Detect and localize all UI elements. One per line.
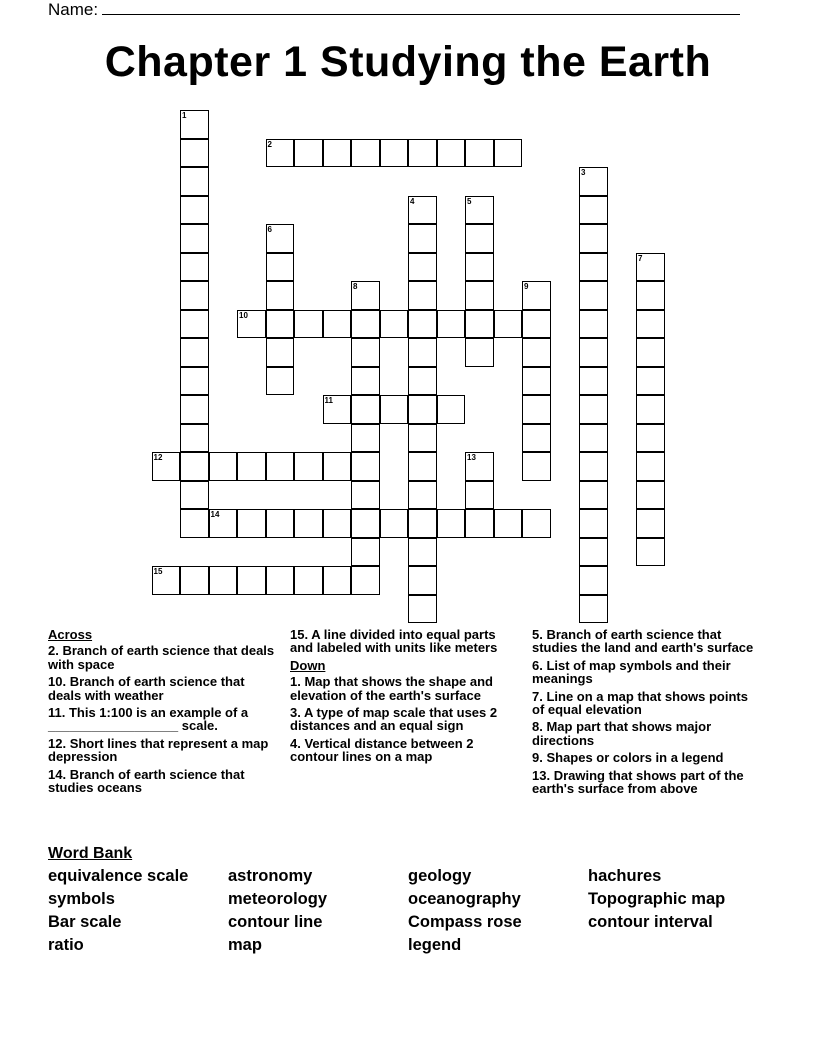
crossword-cell[interactable] xyxy=(180,338,209,367)
clue-down-3: 3. A type of map scale that uses 2 distances and an equal sign xyxy=(290,705,498,734)
crossword-cell[interactable] xyxy=(522,509,551,538)
crossword-cell[interactable] xyxy=(209,509,238,538)
crossword-cell[interactable] xyxy=(180,509,209,538)
crossword-cell[interactable] xyxy=(636,509,665,538)
crossword-cell[interactable] xyxy=(437,139,466,168)
word-bank-item: contour line xyxy=(228,913,323,931)
crossword-cell[interactable] xyxy=(579,395,608,424)
crossword-cell[interactable] xyxy=(351,566,380,595)
crossword-cell[interactable] xyxy=(636,538,665,567)
crossword-cell[interactable] xyxy=(351,538,380,567)
crossword-cell[interactable] xyxy=(323,452,352,481)
crossword-cell[interactable] xyxy=(408,338,437,367)
crossword-cell[interactable] xyxy=(579,367,608,396)
crossword-cell[interactable] xyxy=(408,367,437,396)
word-bank-item: Bar scale xyxy=(48,913,122,931)
word-bank-item: meteorology xyxy=(228,890,328,908)
clue-down-4: 4. Vertical distance between 2 contour lines on a map xyxy=(290,735,474,765)
clue-down-9: 9. Shapes or colors in a legend xyxy=(532,750,724,766)
crossword-cell[interactable] xyxy=(408,281,437,310)
word-bank-item: hachures xyxy=(588,867,662,885)
crossword-cell[interactable] xyxy=(465,338,494,367)
crossword-cell[interactable] xyxy=(180,196,209,225)
crossword-cell[interactable] xyxy=(294,310,323,339)
crossword-cell[interactable] xyxy=(408,538,437,567)
crossword-cell[interactable] xyxy=(180,110,209,139)
clue-across-15: 15. A line divided into equal parts and labeled with units like meters xyxy=(290,627,498,656)
crossword-cell[interactable] xyxy=(380,395,409,424)
crossword-cell[interactable] xyxy=(266,224,295,253)
crossword-cell[interactable] xyxy=(323,395,352,424)
cell-number: 8 xyxy=(353,282,358,291)
cell-number: 2 xyxy=(267,139,272,149)
cell-number: 9 xyxy=(524,282,529,291)
crossword-cell[interactable] xyxy=(522,281,551,310)
crossword-cell[interactable] xyxy=(351,310,380,339)
crossword-cell[interactable] xyxy=(180,167,209,196)
crossword-cell[interactable] xyxy=(180,281,209,310)
clues-column-3 xyxy=(532,628,760,799)
cell-number: 7 xyxy=(638,253,643,263)
crossword-cell[interactable] xyxy=(408,310,437,339)
crossword-cell[interactable] xyxy=(465,509,494,538)
page-title: Chapter 1 Studying the Earth xyxy=(104,38,712,86)
crossword-cell[interactable] xyxy=(351,139,380,168)
cell-number: 6 xyxy=(267,225,272,234)
crossword-cell[interactable] xyxy=(465,139,494,168)
word-bank-item: ratio xyxy=(48,936,84,954)
crossword-cell[interactable] xyxy=(380,509,409,538)
crossword-cell[interactable] xyxy=(408,139,437,168)
crossword-cell[interactable] xyxy=(180,481,209,510)
word-bank-item: astronomy xyxy=(228,867,313,885)
crossword-cell[interactable] xyxy=(465,452,494,481)
crossword-cell[interactable] xyxy=(408,196,437,225)
crossword-cell[interactable] xyxy=(579,424,608,453)
crossword-cell[interactable] xyxy=(579,452,608,481)
crossword-cell[interactable] xyxy=(323,566,352,595)
crossword-cell[interactable] xyxy=(266,509,295,538)
crossword-cell[interactable] xyxy=(180,253,209,282)
crossword-cell[interactable] xyxy=(266,139,295,168)
crossword-cell[interactable] xyxy=(294,452,323,481)
crossword-cell[interactable] xyxy=(180,424,209,453)
cell-number: 5 xyxy=(467,196,472,206)
clue-down-13: 13. Drawing that shows part of the earth's surface from above xyxy=(532,767,744,797)
crossword-cell[interactable] xyxy=(152,452,181,481)
crossword-cell[interactable] xyxy=(180,452,209,481)
crossword-cell[interactable] xyxy=(180,395,209,424)
cell-number: 3 xyxy=(581,168,586,177)
crossword-cell[interactable] xyxy=(408,424,437,453)
crossword-cell[interactable] xyxy=(351,424,380,453)
crossword-cell[interactable] xyxy=(266,566,295,595)
crossword-cell[interactable] xyxy=(437,310,466,339)
clue-down-7: 7. Line on a map that shows points of equal elevation xyxy=(532,688,748,718)
cell-number: 13 xyxy=(467,453,476,462)
word-bank-title: Word Bank xyxy=(48,845,133,862)
crossword-cell[interactable] xyxy=(237,566,266,595)
crossword-cell[interactable] xyxy=(522,424,551,453)
crossword-cell[interactable] xyxy=(323,509,352,538)
crossword-cell[interactable] xyxy=(351,338,380,367)
clue-across-10: 10. Branch of earth science that deals with weather xyxy=(48,674,245,703)
crossword-cell[interactable] xyxy=(266,338,295,367)
crossword-cell[interactable] xyxy=(266,452,295,481)
crossword-cell[interactable] xyxy=(180,139,209,168)
crossword-cell[interactable] xyxy=(579,481,608,510)
crossword-cell[interactable] xyxy=(408,452,437,481)
crossword-cell[interactable] xyxy=(465,196,494,225)
crossword-cell[interactable] xyxy=(266,310,295,339)
crossword-cell[interactable] xyxy=(522,310,551,339)
crossword-cell[interactable] xyxy=(408,595,437,624)
crossword-cell[interactable] xyxy=(351,395,380,424)
word-bank-item: oceanography xyxy=(408,890,521,908)
clue-across-14: 14. Branch of earth science that studies oceans xyxy=(48,766,245,796)
word-bank-item: equivalence scale xyxy=(48,867,189,885)
crossword-cell[interactable] xyxy=(408,253,437,282)
crossword-cell[interactable] xyxy=(579,310,608,339)
clue-down-8: 8. Map part that shows major directions xyxy=(532,719,712,748)
word-bank-item: geology xyxy=(408,867,472,885)
clue-down-5: 5. Branch of earth science that studies the land and earth's surface xyxy=(532,627,754,656)
clues-column-2 xyxy=(290,628,518,768)
crossword-cell[interactable] xyxy=(636,281,665,310)
crossword-cell[interactable] xyxy=(579,338,608,367)
crossword-cell[interactable] xyxy=(465,481,494,510)
clue-down-1: 1. Map that shows the shape and elevation of the earth's surface xyxy=(290,674,493,703)
crossword-cell[interactable] xyxy=(465,224,494,253)
crossword-cell[interactable] xyxy=(494,509,523,538)
crossword-cell[interactable] xyxy=(180,367,209,396)
crossword-cell[interactable] xyxy=(323,310,352,339)
crossword-cell[interactable] xyxy=(636,424,665,453)
crossword-cell[interactable] xyxy=(636,310,665,339)
crossword-cell[interactable] xyxy=(636,338,665,367)
crossword-cell[interactable] xyxy=(579,538,608,567)
word-bank-item: Compass rose xyxy=(408,913,522,931)
crossword-cell[interactable] xyxy=(351,452,380,481)
crossword-cell[interactable] xyxy=(209,452,238,481)
crossword-cell[interactable] xyxy=(180,224,209,253)
crossword-cell[interactable] xyxy=(237,310,266,339)
clues-column-1 xyxy=(48,628,276,798)
cell-number: 11 xyxy=(324,396,333,405)
crossword-cell[interactable] xyxy=(579,566,608,595)
crossword-cell[interactable] xyxy=(152,566,181,595)
crossword-cell[interactable] xyxy=(522,395,551,424)
crossword-cell[interactable] xyxy=(294,509,323,538)
crossword-cell[interactable] xyxy=(180,310,209,339)
crossword-cell[interactable] xyxy=(408,481,437,510)
crossword-cell[interactable] xyxy=(465,281,494,310)
crossword-cell[interactable] xyxy=(323,139,352,168)
clue-down-6: 6. List of map symbols and their meanings xyxy=(532,657,731,687)
crossword-cell[interactable] xyxy=(408,566,437,595)
crossword-cell[interactable] xyxy=(579,509,608,538)
crossword-cell[interactable] xyxy=(180,566,209,595)
clue-across-12: 12. Short lines that represent a map depression xyxy=(48,735,269,765)
crossword-cell[interactable] xyxy=(636,253,665,282)
crossword-cell[interactable] xyxy=(437,509,466,538)
crossword-cell[interactable] xyxy=(579,281,608,310)
down-heading: Down xyxy=(290,657,326,673)
cell-number: 14 xyxy=(210,510,220,519)
crossword-cell[interactable] xyxy=(522,367,551,396)
word-bank-item: Topographic map xyxy=(588,890,726,908)
crossword-cell[interactable] xyxy=(579,196,608,225)
crossword-cell[interactable] xyxy=(636,395,665,424)
crossword-cell[interactable] xyxy=(579,167,608,196)
clue-across-2: 2. Branch of earth science that deals with space xyxy=(48,643,275,672)
crossword-cell[interactable] xyxy=(351,281,380,310)
cell-number: 4 xyxy=(410,196,415,206)
crossword-cell[interactable] xyxy=(351,481,380,510)
crossword-cell[interactable] xyxy=(294,139,323,168)
crossword-cell[interactable] xyxy=(237,509,266,538)
crossword-cell[interactable] xyxy=(380,139,409,168)
word-bank-item: symbols xyxy=(48,890,115,908)
crossword-cell[interactable] xyxy=(351,509,380,538)
crossword-cell[interactable] xyxy=(408,395,437,424)
cell-number: 12 xyxy=(153,453,163,462)
word-bank-item: map xyxy=(228,936,262,954)
cell-number: 1 xyxy=(182,111,187,120)
crossword-cell[interactable] xyxy=(294,566,323,595)
crossword-cell[interactable] xyxy=(579,224,608,253)
crossword-cell[interactable] xyxy=(266,367,295,396)
word-bank xyxy=(48,866,768,955)
cell-number: 10 xyxy=(239,310,248,320)
crossword-cell[interactable] xyxy=(209,566,238,595)
crossword-cell[interactable] xyxy=(579,253,608,282)
crossword-cell[interactable] xyxy=(465,310,494,339)
crossword-cell[interactable] xyxy=(522,338,551,367)
crossword-cell[interactable] xyxy=(351,367,380,396)
crossword-cell[interactable] xyxy=(636,367,665,396)
crossword-cell[interactable] xyxy=(408,224,437,253)
crossword-cell[interactable] xyxy=(237,452,266,481)
crossword-cell[interactable] xyxy=(636,481,665,510)
crossword-cell[interactable] xyxy=(380,310,409,339)
word-bank-item: contour interval xyxy=(588,913,713,931)
clue-across-11: 11. This 1:100 is an example of a __________________ scale. xyxy=(48,705,249,734)
cell-number: 15 xyxy=(153,567,163,576)
word-bank-item: legend xyxy=(408,936,462,954)
crossword-cell[interactable] xyxy=(408,509,437,538)
name-label: Name: xyxy=(48,0,99,19)
crossword-cell[interactable] xyxy=(437,395,466,424)
across-heading: Across xyxy=(48,627,93,642)
crossword-cell[interactable] xyxy=(579,595,608,624)
crossword-cell[interactable] xyxy=(522,452,551,481)
crossword-cell[interactable] xyxy=(465,253,494,282)
crossword-cell[interactable] xyxy=(266,281,295,310)
crossword-cell[interactable] xyxy=(494,139,523,168)
crossword-cell[interactable] xyxy=(494,310,523,339)
crossword-cell[interactable] xyxy=(266,253,295,282)
crossword-cell[interactable] xyxy=(636,452,665,481)
